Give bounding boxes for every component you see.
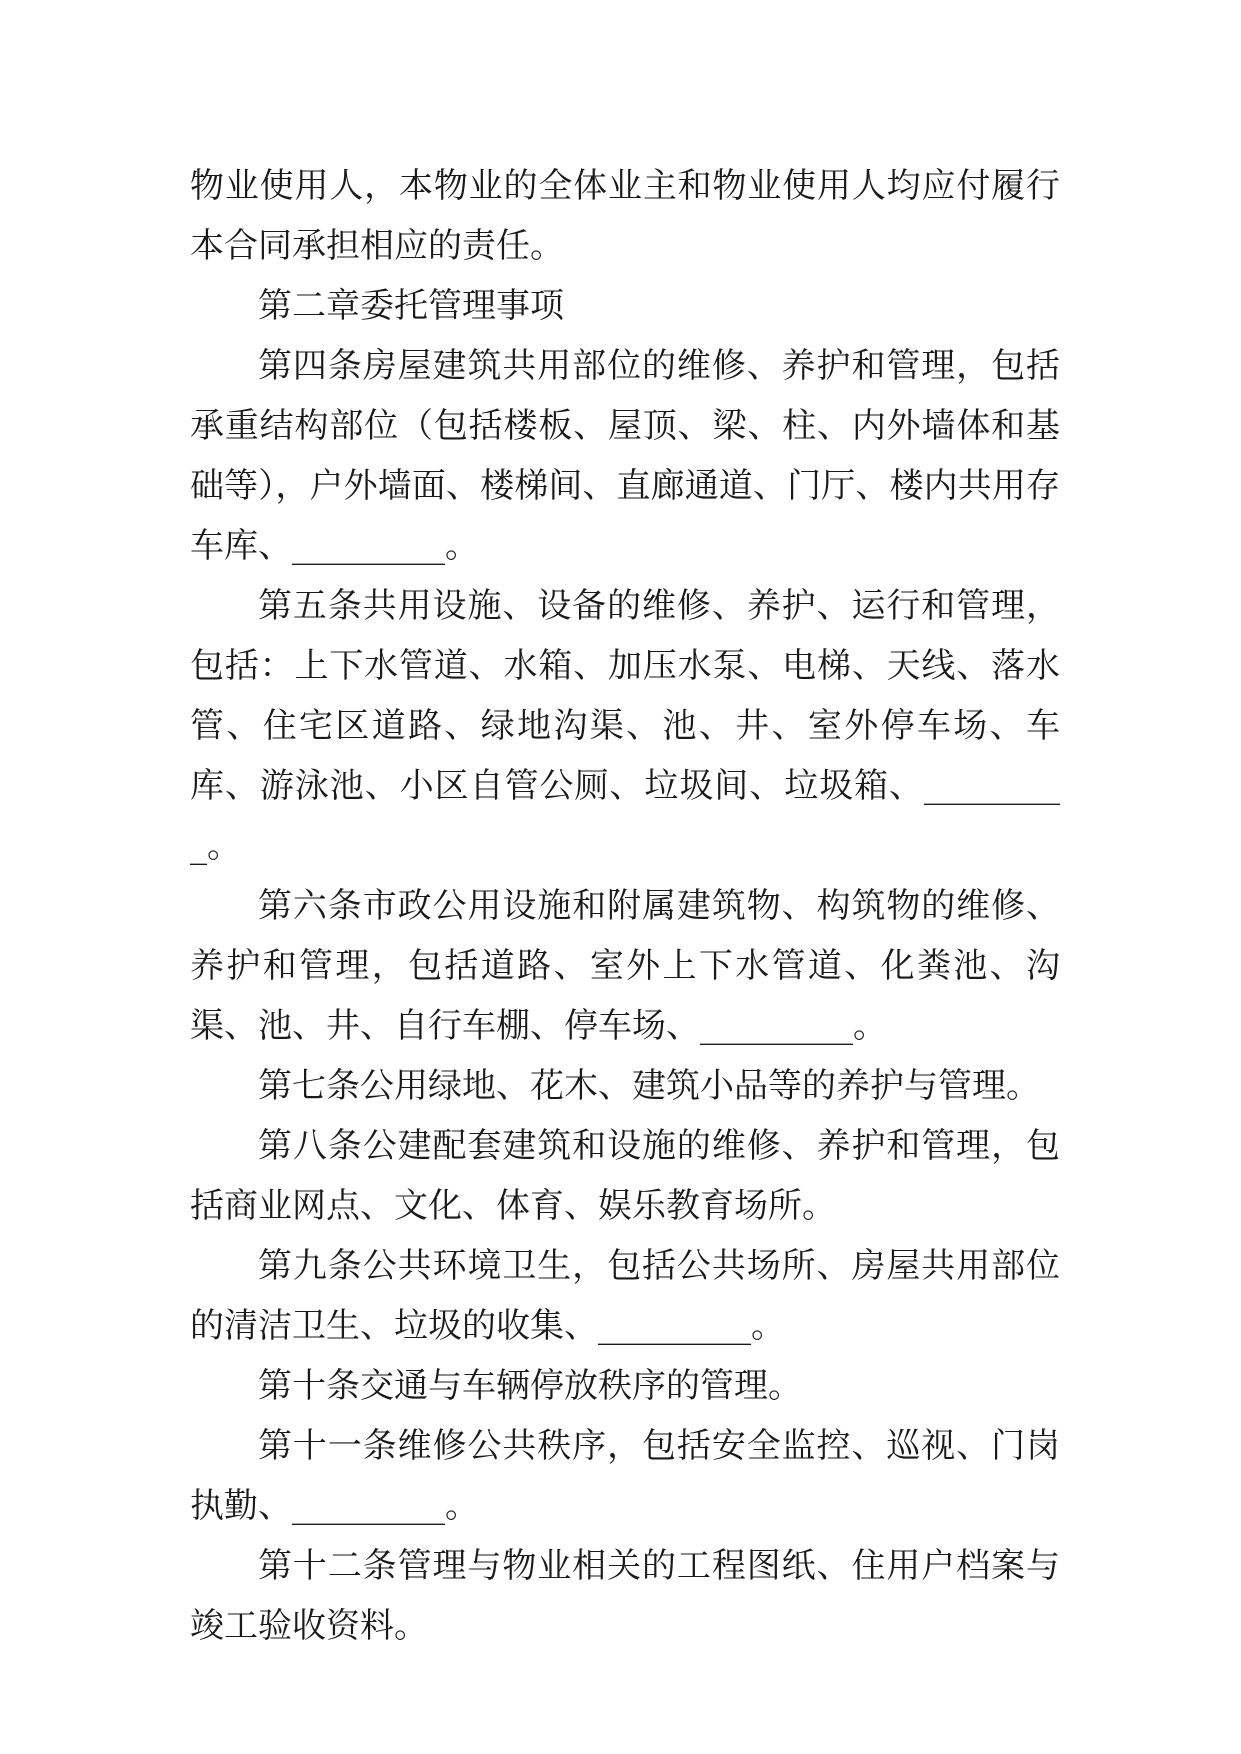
article-6: 第六条市政公用设施和附属建筑物、构筑物的维修、养护和管理，包括道路、室外上下水管道、化粪池、沟渠、池、井、自行车棚、停车场、_________。 xyxy=(190,886,1060,1046)
article-9: 第九条公共环境卫生，包括公共场所、房屋共用部位的清洁卫生、垃圾的收集、_________。 xyxy=(190,1246,1060,1346)
chapter-heading: 第二章委托管理事项 xyxy=(258,286,564,326)
article-5: 第五条共用设施、设备的维修、养护、运行和管理，包括：上下水管道、水箱、加压水泵、电梯、天线、落水管、住宅区道路、绿地沟渠、池、井、室外停车场、车库、游泳池、小区自管公厕、垃圾间、垃圾箱、_________。 xyxy=(190,586,1060,866)
article-11: 第十一条维修公共秩序，包括安全监控、巡视、门岗执勤、_________。 xyxy=(190,1426,1060,1526)
article-4: 第四条房屋建筑共用部位的维修、养护和管理，包括承重结构部位（包括楼板、屋顶、梁、柱、内外墙体和基础等），户外墙面、楼梯间、直廊通道、门厅、楼内共用存车库、_________。 xyxy=(190,346,1060,566)
article-8: 第八条公建配套建筑和设施的维修、养护和管理，包括商业网点、文化、体育、娱乐教育场所。 xyxy=(190,1126,1060,1226)
paragraph-continuation: 物业使用人，本物业的全体业主和物业使用人均应付履行本合同承担相应的责任。 xyxy=(190,166,1060,266)
article-7: 第七条公用绿地、花木、建筑小品等的养护与管理。 xyxy=(258,1066,1040,1106)
article-10: 第十条交通与车辆停放秩序的管理。 xyxy=(258,1366,802,1406)
document-page xyxy=(190,156,1060,1656)
article-12: 第十二条管理与物业相关的工程图纸、住用户档案与竣工验收资料。 xyxy=(190,1546,1060,1646)
